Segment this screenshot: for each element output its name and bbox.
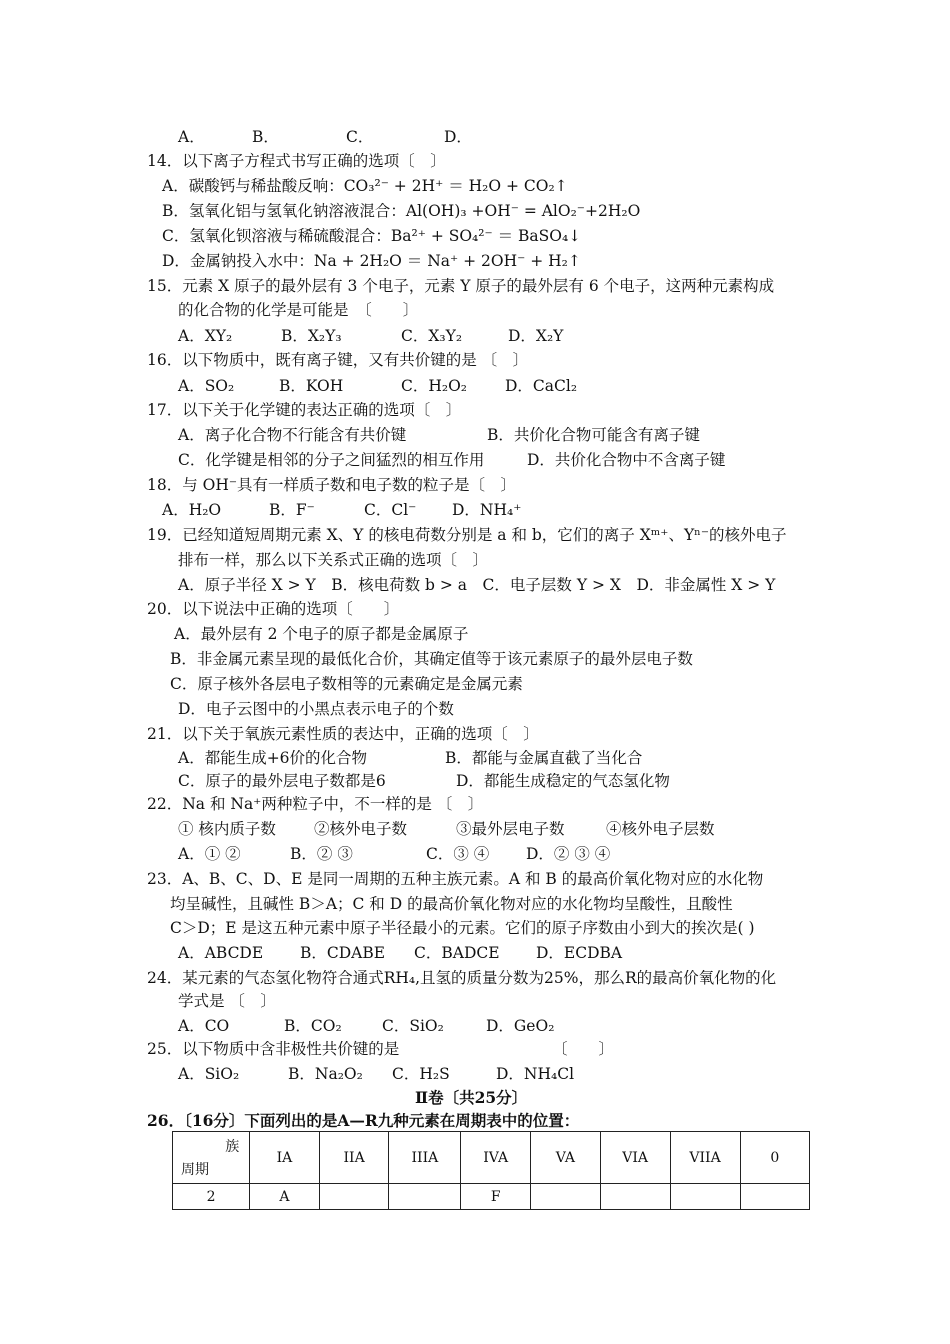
q18-option-a: A．H₂O: [162, 501, 222, 519]
q20-stem: 20．以下说法中正确的选项〔 〕: [147, 600, 400, 618]
q20-option-b: B．非金属元素呈现的最低化合价，其确定值等于该元素原子的最外层电子数: [170, 650, 693, 668]
q13-option-c: C．: [346, 128, 374, 146]
table-row: [173, 1184, 810, 1210]
q25-option-c: C．H₂S: [392, 1065, 450, 1083]
q24-option-b: B．CO₂: [284, 1017, 342, 1035]
q23-option-c: C．BADCE: [414, 944, 500, 962]
q24-option-d: D．GeO₂: [486, 1017, 555, 1035]
q14-option-a: A．碳酸钙与稀盐酸反响：CO₃²⁻ + 2H⁺ ＝ H₂O + CO₂↑: [162, 177, 568, 195]
table-cell: [600, 1184, 670, 1210]
q15-options: [178, 326, 563, 346]
q20-option-d: D．电子云图中的小黑点表示电子的个数: [178, 700, 454, 718]
q19-stem-line1: 19．已经知道短周期元素 X、Y 的核电荷数分别是 a 和 b，它们的离子 Xᵐ⁺、Yⁿ⁻的核外电子: [147, 526, 787, 544]
table-cell: F: [461, 1184, 531, 1210]
q19-stem-line2: 排布一样，那么以下关系式正确的选项〔 〕: [178, 551, 489, 569]
q18-option-b: B．F⁻: [269, 501, 315, 519]
table-cell: [670, 1184, 740, 1210]
q21-option-b: B．都能与金属直截了当化合: [445, 749, 643, 767]
q21-options-row1: [178, 748, 642, 768]
q15-option-b: B．X₂Y₃: [281, 327, 342, 345]
q26-stem: 26．〔16分〕下面列出的是A—R九种元素在周期表中的位置：: [147, 1111, 580, 1130]
table-header-cell: IIA: [319, 1132, 389, 1184]
q22-option-b: B．② ③: [290, 845, 353, 863]
table-header-cell: 0: [740, 1132, 809, 1184]
q21-option-a: A．都能生成+6价的化合物: [178, 749, 368, 767]
q18-option-d: D．NH₄⁺: [452, 501, 522, 519]
q16-stem: 16．以下物质中，既有离子键，又有共价键的是 〔 〕: [147, 351, 529, 369]
q14-option-d: D．金属钠投入水中：Na + 2H₂O ＝ Na⁺ + 2OH⁻ + H₂↑: [162, 252, 581, 270]
q15-stem-line2: 的化合物的化学是可能是 〔 〕: [178, 301, 419, 319]
q22-item-4: ④核外电子层数: [606, 820, 715, 838]
q17-options-row2: [178, 450, 725, 470]
q13-option-d: D．: [444, 128, 472, 146]
q22-stem: 22．Na 和 Na⁺两种粒子中，不一样的是 〔 〕: [147, 795, 484, 813]
q13-option-b: B．: [252, 128, 279, 146]
q22-option-a: A．① ②: [178, 845, 241, 863]
q24-option-a: A．CO: [178, 1017, 230, 1035]
q24-stem-line1: 24．某元素的气态氢化物符合通式RH₄,且氢的质量分数为25%，那么R的最高价氧化物的化: [147, 969, 777, 987]
q23-option-d: D．ECDBA: [536, 944, 623, 962]
q25-options: [178, 1064, 574, 1084]
q22-item-1: ① 核内质子数: [178, 820, 276, 838]
q17-option-b: B．共价化合物可能含有离子键: [487, 426, 700, 444]
q25-option-d: D．NH₄Cl: [496, 1065, 575, 1083]
q24-options: [178, 1016, 554, 1036]
table-header-cell: IA: [250, 1132, 320, 1184]
q18-options: [162, 500, 521, 520]
q15-option-d: D．X₂Y: [508, 327, 564, 345]
section-2-title: Ⅱ卷〔共25分〕: [415, 1088, 528, 1107]
table-cell: [389, 1184, 461, 1210]
q22-items: [178, 819, 715, 839]
periodic-table: [172, 1131, 810, 1210]
q22-item-2: ②核外电子数: [314, 820, 408, 838]
q23-option-b: B．CDABE: [300, 944, 386, 962]
table-header-cell: VIIA: [670, 1132, 740, 1184]
q14-option-b: B．氢氧化铝与氢氧化钠溶液混合：Al(OH)₃ +OH⁻ = AlO₂⁻+2H₂O: [162, 202, 641, 220]
q16-option-a: A．SO₂: [178, 377, 235, 395]
q17-stem: 17．以下关于化学键的表达正确的选项〔 〕: [147, 401, 462, 419]
q17-option-a: A．离子化合物不行能含有共价键: [178, 426, 407, 444]
q20-option-a: A．最外层有 2 个电子的原子都是金属原子: [174, 625, 469, 643]
q15-option-c: C．X₃Y₂: [401, 327, 463, 345]
corner-group-label: 族: [225, 1139, 240, 1155]
q15-option-a: A．XY₂: [178, 327, 233, 345]
table-header-row: [173, 1132, 810, 1184]
q13-option-a: A．: [178, 128, 205, 146]
q25-option-a: A．SiO₂: [178, 1065, 240, 1083]
q22-option-c: C．③ ④: [426, 845, 490, 863]
q25-option-b: B．Na₂O₂: [288, 1065, 363, 1083]
q25-stem: 25．以下物质中含非极性共价键的是: [147, 1040, 400, 1058]
table-cell: [319, 1184, 389, 1210]
q16-option-d: D．CaCl₂: [505, 377, 578, 395]
q17-option-c: C．化学键是相邻的分子之间猛烈的相互作用: [178, 451, 485, 469]
q17-options-row1: [178, 425, 700, 445]
q24-option-c: C．SiO₂: [382, 1017, 444, 1035]
q23-stem-line2: 均呈碱性，且碱性 B＞A；C 和 D 的最高价氧化物对应的水化物均呈酸性，且酸性: [170, 895, 733, 913]
q18-stem: 18．与 OH⁻具有一样质子数和电子数的粒子是〔 〕: [147, 476, 517, 494]
q14-option-c: C．氢氧化钡溶液与稀硫酸混合：Ba²⁺ + SO₄²⁻ ＝ BaSO₄↓: [162, 227, 582, 245]
q16-options: [178, 376, 577, 396]
table-cell: A: [250, 1184, 320, 1210]
q24-stem-line2: 学式是 〔 〕: [178, 992, 276, 1010]
q25-answer-paren: 〔 〕: [552, 1040, 615, 1058]
table-header-cell: VA: [531, 1132, 601, 1184]
q21-options-row2: [178, 771, 670, 791]
q22-item-3: ③最外层电子数: [456, 820, 565, 838]
q16-option-b: B．KOH: [279, 377, 344, 395]
q19-options: A．原子半径 X > Y B．核电荷数 b > a C．电子层数 Y > X D．非金属性 X > Y: [178, 576, 776, 594]
q23-option-a: A．ABCDE: [178, 944, 264, 962]
q23-options: [178, 943, 622, 963]
table-cell-period: 2: [173, 1184, 250, 1210]
table-header-cell: VIA: [600, 1132, 670, 1184]
q22-option-d: D．② ③ ④: [526, 845, 611, 863]
q21-option-c: C．原子的最外层电子数都是6: [178, 772, 386, 790]
q21-option-d: D．都能生成稳定的气态氢化物: [456, 772, 670, 790]
q20-option-c: C．原子核外各层电子数相等的元素确定是金属元素: [170, 675, 523, 693]
q15-stem-line1: 15．元素 X 原子的最外层有 3 个电子，元素 Y 原子的最外层有 6 个电子，这两种元素构成: [147, 277, 775, 295]
table-cell: [531, 1184, 601, 1210]
q18-option-c: C．Cl⁻: [364, 501, 417, 519]
table-header-cell: IVA: [461, 1132, 531, 1184]
table-header-cell: IIIA: [389, 1132, 461, 1184]
q16-option-c: C．H₂O₂: [401, 377, 468, 395]
q23-stem-line1: 23．A、B、C、D、E 是同一周期的五种主族元素。A 和 B 的最高价氧化物对应的水化物: [147, 870, 764, 888]
corner-period-label: 周期: [181, 1162, 209, 1178]
table-corner-cell: [173, 1132, 250, 1184]
table-cell: [740, 1184, 809, 1210]
q17-option-d: D．共价化合物中不含离子键: [527, 451, 726, 469]
q13-options: [178, 127, 472, 147]
q23-stem-line3: C＞D；E 是这五种元素中原子半径最小的元素。它们的原子序数由小到大的挨次是( ): [170, 919, 755, 937]
q14-stem: 14．以下离子方程式书写正确的选项〔 〕: [147, 152, 446, 170]
q21-stem: 21．以下关于氧族元素性质的表达中，正确的选项〔 〕: [147, 725, 539, 743]
q22-options: [178, 844, 610, 864]
